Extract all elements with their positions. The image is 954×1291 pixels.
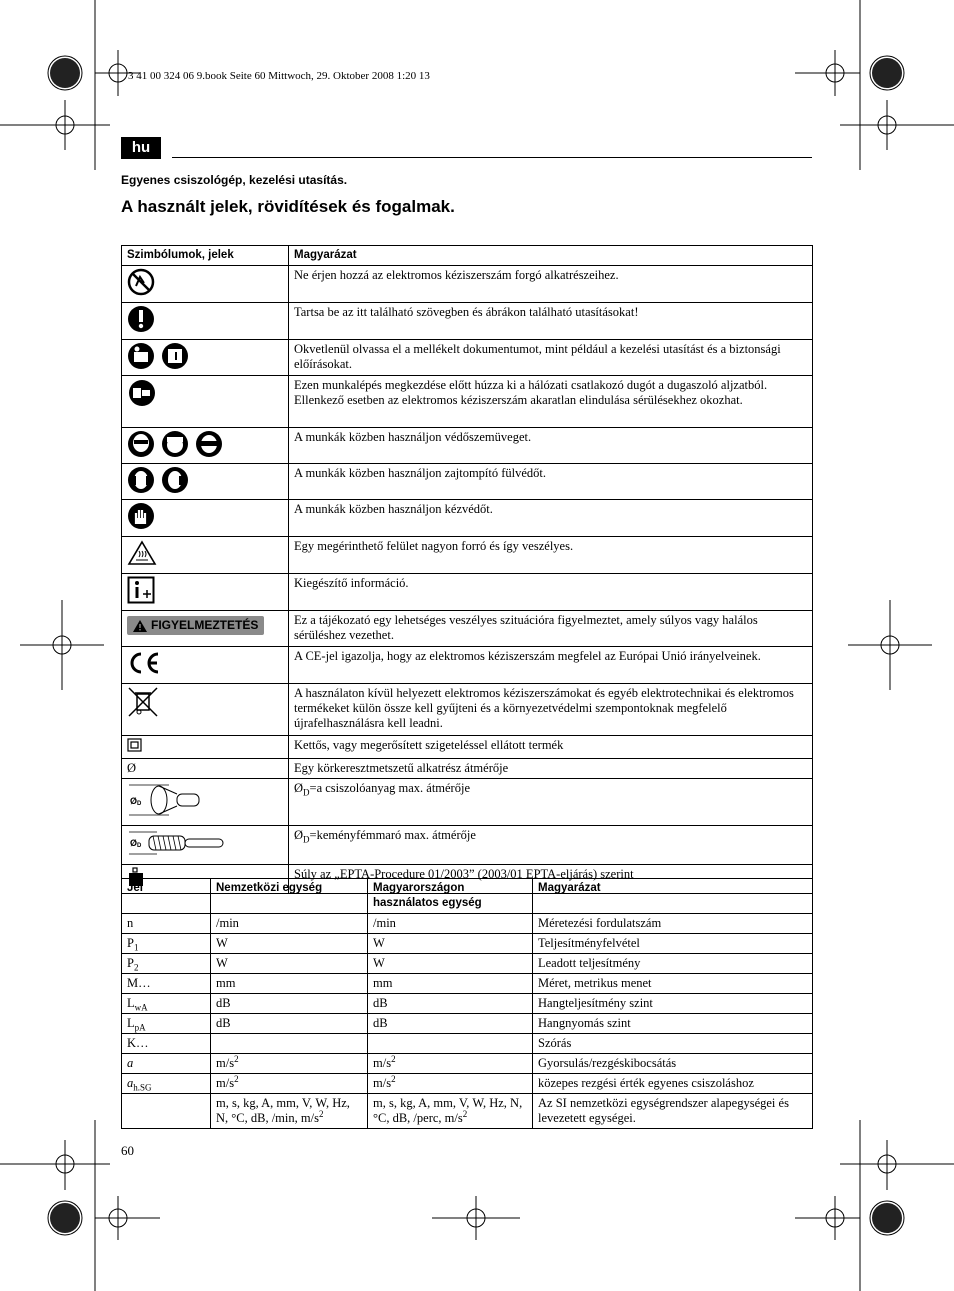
explanation-cell [533,1054,813,1074]
table-row [122,537,813,574]
ear-protection-icon [127,466,283,494]
unit-symbol-cell [122,1034,211,1054]
hu-unit-cell [368,934,533,954]
document-subtitle: Egyenes csiszológép, kezelési utasítás. [121,173,348,187]
symbol-explanation: A használaton kívül helyezett elektromos kéziszerszámokat és egyéb elektrotechnikai és elektromos termékeket külön össze kell gyűjteni és a környezetvédelmi szempontoknak megfelelő újrafelhasználásra kell leadni. [289,684,813,736]
table-row [122,934,813,954]
page-number: 60 [121,1143,134,1158]
explanation-cell [533,1034,813,1054]
abrasive-diameter-icon [127,781,207,819]
unit-symbol-cell-text: K… [127,1036,149,1050]
units-table-body [122,914,813,1129]
table-row [122,1074,813,1094]
intl-unit-cell-text: m/s [216,1076,235,1090]
col-header-hu-unit: Magyarországon használatos egység [368,879,533,914]
intl-unit-cell-text: m, s, kg, A, mm, V, W, Hz, N, °C, dB, /min, m/s [216,1096,350,1125]
table-row [122,376,813,428]
unit-symbol-cell-text: n [127,916,134,930]
hu-unit-cell [368,1074,533,1094]
unit-symbol-cell-text: L [127,1016,135,1030]
table-header-row [122,879,813,914]
unit-symbol-cell [122,934,211,954]
hu-unit-cell-text: dB [373,996,388,1010]
explanation-cell-text: Hangnyomás szint [538,1016,631,1030]
table-row [122,1034,813,1054]
unit-symbol-cell [122,1094,211,1129]
hu-unit-cell-text: m/s [373,1056,392,1070]
unit-symbol-cell-text: P [127,956,134,970]
symbol-explanation [289,826,813,865]
symbol-explanation: Ez a tájékozató egy lehetséges veszélyes szituációra figyelmeztet, amely súlyos vagy halálos sérüléshez vezethet. [289,611,813,647]
hu-unit-cell [368,954,533,974]
symbol-explanation: A munkák közben használjon védőszemüveget. [289,428,813,464]
intl-unit-cell-text: W [216,956,228,970]
unit-symbol-cell-text: M… [127,976,151,990]
symbols-table [121,245,813,894]
unit-symbol-cell-text: L [127,996,135,1010]
unit-symbol-cell-sub: pA [134,1022,146,1033]
read-manual-icon [127,342,283,370]
symbol-explanation: Egy körkeresztmetszetű alkatrész átmérője [289,759,813,779]
exclamation-icon [127,305,155,333]
hu-unit-cell [368,914,533,934]
unit-symbol-cell [122,994,211,1014]
intl-unit-cell-text: dB [216,996,231,1010]
table-row [122,574,813,611]
intl-unit-cell-text: W [216,936,228,950]
symbol-explanation: A CE-jel igazolja, hogy az elektromos kéziszerszám megfelel az Európai Unió irányelveinek. [289,647,813,684]
explanation-text: =keményfémmaró max. átmérője [309,828,476,842]
table-row [122,1054,813,1074]
table-row [122,994,813,1014]
explanation-cell-text: Hangteljesítmény szint [538,996,653,1010]
table-row [122,340,813,376]
ce-mark-icon [127,649,161,677]
col-header-jel: Jel [122,879,211,914]
table-row [122,954,813,974]
table-row [122,684,813,736]
hu-unit-cell-text: m/s [373,1076,392,1090]
col-header-explanation: Magyarázat [289,246,813,266]
warning-badge-label: FIGYELMEZTETÉS [151,618,259,632]
goggles-icon [127,430,283,458]
table-row [122,266,813,303]
explanation-cell [533,1094,813,1129]
intl-unit-cell [211,954,368,974]
intl-unit-cell [211,934,368,954]
explanation-cell-text: Gyorsulás/rezgéskibocsátás [538,1056,677,1070]
unit-symbol-cell [122,974,211,994]
explanation-cell-text: Szórás [538,1036,572,1050]
unit-symbol-cell [122,1074,211,1094]
unit-symbol-cell [122,954,211,974]
explanation-cell-text: közepes rezgési érték egyenes csiszoláshoz [538,1076,754,1090]
intl-unit-cell [211,994,368,1014]
explanation-cell [533,934,813,954]
symbol-explanation: Okvetlenül olvassa el a mellékelt dokumentumot, mint például a kezelési utasítást és a biztonsági előírásokat. [289,340,813,376]
symbol-explanation: A munkák közben használjon zajtompító fülvédőt. [289,464,813,500]
unit-symbol-cell [122,914,211,934]
table-row [122,914,813,934]
explanation-cell-text: Méret, metrikus menet [538,976,652,990]
intl-unit-cell [211,1074,368,1094]
unit-symbol-cell-text: P [127,936,134,950]
hu-unit-cell-text: dB [373,1016,388,1030]
svg-text:D: D [137,801,142,807]
explanation-cell [533,914,813,934]
warning-badge [127,616,264,635]
table-row [122,303,813,340]
no-touch-rotating-icon [127,268,155,296]
unit-symbol-cell-sub: h.SG [133,1082,152,1093]
unit-symbol-cell [122,1054,211,1074]
svg-text:Ø: Ø [130,796,138,806]
hu-unit-cell [368,1014,533,1034]
symbol-explanation: Ezen munkalépés megkezdése előtt húzza ki a hálózati csatlakozó dugót a dugaszoló aljzatból. Ellenkező esetben az elektromos kéziszerszám akaratlan elindulása sérülésekhez okozhat. [289,376,813,428]
table-row [122,428,813,464]
hu-unit-cell [368,994,533,1014]
symbol-explanation: Egy megérinthető felület nagyon forró és így veszélyes. [289,537,813,574]
hu-unit-cell-text: m, s, kg, A, mm, V, W, Hz, N, °C, dB, /perc, m/s [373,1096,523,1125]
diameter-subscript: D [303,787,310,798]
table-row [122,1014,813,1034]
hu-unit-cell [368,974,533,994]
units-table [121,878,813,1129]
unit-symbol-cell-sub: 2 [133,962,139,973]
symbol-explanation: A munkák közben használjon kézvédőt. [289,500,813,537]
hu-unit-cell [368,1054,533,1074]
explanation-text: =a csiszolóanyag max. átmérője [309,781,470,795]
explanation-cell-text: Teljesítményfelvétel [538,936,640,950]
unit-symbol-cell [122,1014,211,1034]
explanation-cell [533,1014,813,1034]
diameter-symbol: Ø [294,828,304,842]
col-header-intl-unit: Nemzetközi egység [211,879,368,914]
intl-unit-cell [211,1014,368,1034]
hu-unit-cell-sup: 2 [391,1073,396,1084]
explanation-cell [533,974,813,994]
explanation-cell-text: Leadott teljesítmény [538,956,641,970]
symbol-explanation: Ne érjen hozzá az elektromos kéziszerszám forgó alkatrészeihez. [289,266,813,303]
symbol-explanation: Tartsa be az itt található szövegben és ábrákon található utasításokat! [289,303,813,340]
unit-symbol-cell-text: a [127,1056,134,1070]
hu-unit-cell-text: W [373,956,385,970]
symbol-explanation [289,779,813,826]
diameter-subscript: D [303,834,310,845]
table-row [122,779,813,826]
hu-unit-cell [368,1034,533,1054]
unit-symbol-cell-sub: wA [134,1002,148,1013]
intl-unit-cell-sup: 2 [318,1108,324,1119]
table-header-row [122,246,813,266]
col-header-symbols: Szimbólumok, jelek [122,246,289,266]
language-badge: hu [121,137,161,159]
warning-triangle-icon [133,620,147,632]
weee-bin-icon [127,686,159,720]
symbol-explanation: Kettős, vagy megerősített szigeteléssel ellátott termék [289,736,813,759]
table-row [122,736,813,759]
intl-unit-cell-sup: 2 [234,1073,239,1084]
header-rule [172,157,812,158]
intl-unit-cell [211,1094,368,1129]
hot-surface-icon [127,539,157,567]
table-row [122,500,813,537]
double-insulation-icon [127,738,143,752]
header-meta: 3 41 00 324 06 9.book Seite 60 Mittwoch, 29. Oktober 2008 1:20 13 [128,70,430,82]
gloves-icon [127,502,155,530]
explanation-cell-text: Az SI nemzetközi egységrendszer alapegységei és levezetett egységei. [538,1096,789,1125]
unit-symbol-cell-text: a [127,1076,134,1090]
intl-unit-cell-text: dB [216,1016,231,1030]
symbol-explanation: Kiegészítő információ. [289,574,813,611]
table-row [122,974,813,994]
explanation-cell [533,994,813,1014]
table-row [122,647,813,684]
table-row [122,826,813,865]
hu-unit-cell-sup: 2 [462,1108,468,1119]
svg-text:D: D [137,843,142,849]
unplug-icon [127,378,157,408]
explanation-cell-text: Méretezési fordulatszám [538,916,662,930]
symbol-explanation: Súly az „EPTA-Procedure 01/2003” (2003/01 EPTA-eljárás) szerint [289,865,813,894]
section-title: A használt jelek, rövidítések és fogalmak. [121,197,455,216]
hu-unit-cell-sup: 2 [391,1053,396,1064]
diameter-icon: Ø [127,761,137,775]
intl-unit-cell-text: mm [216,976,236,990]
hu-unit-cell-text: /min [373,916,396,930]
intl-unit-cell [211,1054,368,1074]
svg-text:Ø: Ø [130,838,138,848]
hu-unit-cell [368,1094,533,1129]
intl-unit-cell [211,914,368,934]
explanation-cell [533,954,813,974]
explanation-cell [533,1074,813,1094]
intl-unit-cell [211,1034,368,1054]
intl-unit-cell [211,974,368,994]
table-row [122,464,813,500]
info-icon [127,576,155,604]
diameter-symbol: Ø [294,781,304,795]
carbide-cutter-diameter-icon [127,828,227,858]
unit-symbol-cell-sub: 1 [133,942,139,953]
table-row [122,759,813,779]
col-header-explanation: Magyarázat [533,879,813,914]
table-row [122,1094,813,1129]
hu-unit-cell-text: mm [373,976,393,990]
intl-unit-cell-text: m/s [216,1056,235,1070]
intl-unit-cell-text: /min [216,916,239,930]
hu-unit-cell-text: W [373,936,385,950]
intl-unit-cell-sup: 2 [234,1053,239,1064]
table-row [122,611,813,647]
